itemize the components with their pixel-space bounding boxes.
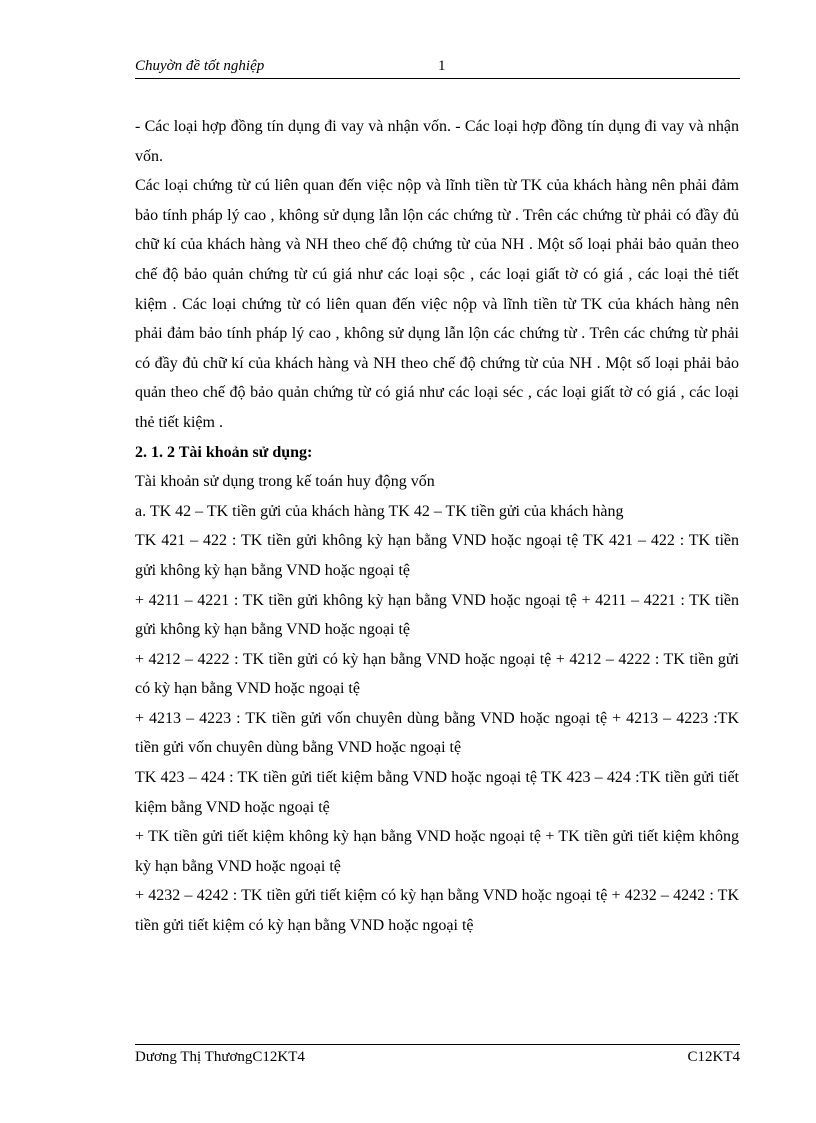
header-title: Chuyờn đề tốt nghiệp bbox=[135, 58, 265, 74]
page-footer bbox=[135, 1044, 740, 1065]
page-header bbox=[135, 58, 740, 79]
body-line: + 4213 – 4223 : TK tiền gửi vốn chuyên dùng bằng VND hoặc ngoại tệ + 4213 – 4223 :TK tiền gửi vốn chuyên dùng bằng VND hoặc ngoại tệ bbox=[135, 709, 739, 757]
footer-class-code: C12KT4 bbox=[687, 1049, 740, 1065]
body-line: + TK tiền gửi tiết kiệm không kỳ hạn bằng VND hoặc ngoại tệ + TK tiền gửi tiết kiệm không kỳ hạn bằng VND hoặc ngoại tệ bbox=[135, 828, 739, 875]
document-body bbox=[135, 112, 739, 941]
body-line: TK 423 – 424 : TK tiền gửi tiết kiệm bằng VND hoặc ngoại tệ TK 423 – 424 :TK tiền gửi tiết kiệm bằng VND hoặc ngoại tệ bbox=[135, 769, 739, 816]
body-line: a. TK 42 – TK tiền gửi của khách hàng TK 42 – TK tiền gửi của khách hàng bbox=[135, 502, 624, 520]
body-line: + 4211 – 4221 : TK tiền gửi không kỳ hạn bằng VND hoặc ngoại tệ + 4211 – 4221 : TK tiền gửi không kỳ hạn bằng VND hoặc ngoại tệ bbox=[135, 591, 739, 639]
paragraph: Các loại chứng từ cú liên quan đến việc nộp và lĩnh tiền từ TK của khách hàng nên phải đảm bảo tính pháp lý cao , không sử dụng lẫn lộn các chứng từ . Trên các chứng từ phải có đầy đủ chữ kí của khách hàng và NH theo chế độ chứng từ của NH . Một số loại phải bảo quản theo chế độ bảo quản chứng từ cú giá như các loại sộc , các loại giất tờ có giá , các loại thẻ tiết kiệm . Các loại chứng từ có liên quan đến việc nộp và lĩnh tiền từ TK của khách hàng nên phải đảm bảo tính pháp lý cao , không sử dụng lẫn lộn các chứng từ . Trên các chứng từ phải có đầy đủ chữ kí của khách hàng và NH theo chế độ chứng từ của NH . Một số loại phải bảo quản theo chế độ bảo quản chứng từ có giá như các loại séc , các loại giất tờ có giá , các loại thẻ tiết kiệm . bbox=[135, 177, 739, 431]
footer-author: Dương Thị ThươngC12KT4 bbox=[135, 1049, 305, 1065]
section-heading: 2. 1. 2 Tài khoản sử dụng: bbox=[135, 443, 313, 461]
paragraph: - Các loại hợp đồng tín dụng đi vay và nhận vốn. - Các loại hợp đồng tín dụng đi vay và nhận vốn. bbox=[135, 118, 739, 165]
body-line: TK 421 – 422 : TK tiền gửi không kỳ hạn bằng VND hoặc ngoại tệ TK 421 – 422 : TK tiền gửi không kỳ hạn bằng VND hoặc ngoại tệ bbox=[135, 532, 739, 579]
body-line: + 4212 – 4222 : TK tiền gửi có kỳ hạn bằng VND hoặc ngoại tệ + 4212 – 4222 : TK tiền gửi có kỳ hạn bằng VND hoặc ngoại tệ bbox=[135, 650, 739, 698]
body-line: Tài khoản sử dụng trong kế toán huy động vốn bbox=[135, 473, 435, 491]
body-line: + 4232 – 4242 : TK tiền gửi tiết kiệm có kỳ hạn bằng VND hoặc ngoại tệ + 4232 – 4242 : TK tiền gửi tiết kiệm có kỳ hạn bằng VND hoặc ngoại tệ bbox=[135, 887, 739, 935]
page-number: 1 bbox=[438, 58, 446, 74]
